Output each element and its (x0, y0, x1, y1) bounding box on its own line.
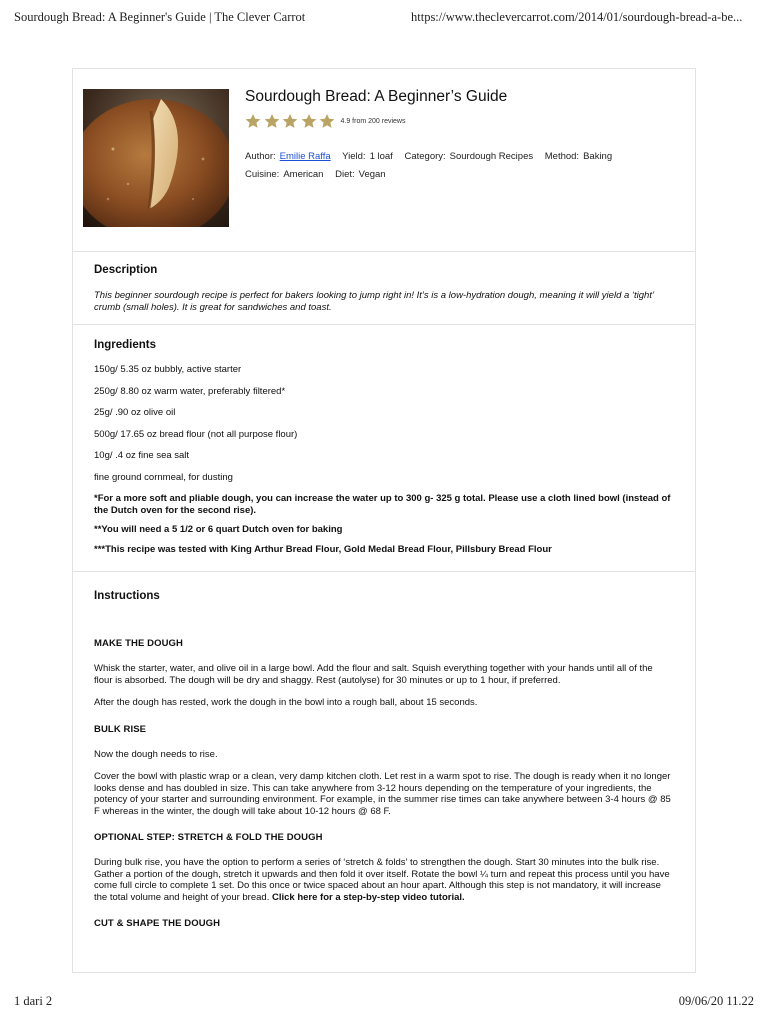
instruction-paragraph: After the dough has rested, work the dough in the bowl into a rough ball, about 15 seconds. (94, 697, 478, 708)
instructions-heading: Instructions (94, 590, 160, 602)
video-tutorial-link[interactable]: Click here for a step-by-step video tutorial. (271, 891, 465, 903)
instruction-paragraph: Cover the bowl with plastic wrap or a clean, very damp kitchen cloth. Let rest in a warm spot to rise. The dough is ready when it no longer looks dense and has doubled in size. This can take anywhere from 3-12 hours depending on the temperature of your ingredients, the potency of your starter and surrounding environment. For example, in the summer rise times can take anywhere between 3-4 hours @ 85 F whereas in the winter, the dough will take about 10-12 hours @ 68 F. (94, 771, 671, 817)
step-heading-make-dough: MAKE THE DOUGH (94, 638, 184, 649)
ingredients-heading: Ingredients (94, 339, 156, 351)
step-heading-bulk-rise: BULK RISE (94, 723, 147, 735)
star-icon (264, 113, 280, 129)
recipe-header (73, 69, 695, 252)
instructions-section (73, 572, 695, 972)
stretch-fold-text: During bulk rise, you have the option to perform a series of ‘stretch & folds’ to strengthen the dough. Start 30 minutes into the bulk rise. Gather a portion of the dough, stretch it upwards and then fold it over itself. Rotate the bowl ¼ turn and repeat this process until you have come full circle to complete 1 set. Do this once or twice spaced about an hour apart. Although this step is not mandatory, it will increase the total volume and height of your bread. (94, 857, 670, 903)
instruction-paragraph: Whisk the starter, water, and olive oil in a large bowl. Add the flour and salt. Squish everything together with your hands until all of the flour is absorbed. The dough will be dry and shaggy. Rest (autolyse) for 30 minutes or up to 1 hour, if preferred. (94, 663, 653, 686)
ingredient-item: 500g/ 17.65 oz bread flour (not all purpose flour) (94, 428, 298, 440)
cuisine-label: Cuisine: (245, 169, 280, 180)
description-section (73, 252, 695, 325)
print-page-url: https://www.theclevercarrot.com/2014/01/sourdough-bread-a-be... (411, 10, 743, 24)
star-icon (282, 113, 298, 129)
rating (245, 113, 405, 129)
method-label: Method: (544, 151, 580, 162)
ingredient-note: *For a more soft and pliable dough, you can increase the water up to 300 g- 325 g total. Please use a cloth lined bowl (instead of the Dutch oven for the second rise). (94, 493, 671, 516)
description-heading: Description (94, 264, 158, 276)
yield-label: Yield: (342, 151, 366, 162)
cuisine-value: American (283, 169, 324, 180)
category-label: Category: (404, 151, 446, 162)
ingredient-item: 10g/ .4 oz fine sea salt (94, 450, 190, 461)
instructions-body (94, 638, 671, 943)
ingredient-item: 25g/ .90 oz olive oil (94, 407, 176, 418)
bread-photo (83, 89, 229, 227)
yield-value: 1 loaf (369, 151, 393, 162)
ingredient-item: 250g/ 8.80 oz warm water, preferably filtered* (94, 385, 286, 397)
recipe-meta-row-2 (245, 169, 395, 180)
ingredient-note: **You will need a 5 1/2 or 6 quart Dutch oven for baking (94, 524, 343, 535)
recipe-card (72, 68, 696, 973)
step-heading-cut-shape: CUT & SHAPE THE DOUGH (94, 918, 221, 929)
rating-summary: 4.9 from 200 reviews (340, 117, 406, 125)
print-header (0, 10, 768, 30)
print-datetime: 09/06/20 11.22 (678, 994, 754, 1008)
diet-label: Diet: (335, 169, 355, 180)
recipe-title: Sourdough Bread: A Beginner’s Guide (245, 88, 508, 105)
page-number: 1 dari 2 (14, 994, 53, 1008)
star-icon (319, 113, 335, 129)
ingredient-item: 150g/ 5.35 oz bubbly, active starter (94, 364, 242, 375)
step-heading-stretch-fold: OPTIONAL STEP: STRETCH & FOLD THE DOUGH (94, 832, 323, 843)
star-icon (245, 113, 261, 129)
diet-value: Vegan (358, 169, 386, 180)
method-value: Baking (583, 151, 613, 162)
ingredients-section (73, 325, 695, 572)
author-link[interactable]: Emilie Raffa (279, 151, 331, 162)
instruction-paragraph (94, 857, 671, 903)
description-text: This beginner sourdough recipe is perfect for bakers looking to jump right in! It’s is a low-hydration dough, meaning it will yield a ‘tight’ crumb (small holes). It is great for sandwiches and toast. (94, 290, 654, 313)
ingredient-item: fine ground cornmeal, for dusting (94, 471, 233, 483)
rating-stars[interactable] (245, 113, 338, 129)
star-icon (301, 113, 317, 129)
author-label: Author: (245, 151, 276, 162)
print-footer (0, 994, 768, 1014)
instruction-paragraph: Now the dough needs to rise. (94, 748, 218, 760)
ingredient-note: ***This recipe was tested with King Arthur Bread Flour, Gold Medal Bread Flour, Pillsbury Bread Flour (94, 543, 552, 555)
recipe-meta-row-1 (245, 151, 621, 162)
ingredients-list (94, 364, 671, 563)
print-page-title: Sourdough Bread: A Beginner's Guide | The Clever Carrot (14, 10, 306, 24)
category-value: Sourdough Recipes (449, 151, 534, 162)
